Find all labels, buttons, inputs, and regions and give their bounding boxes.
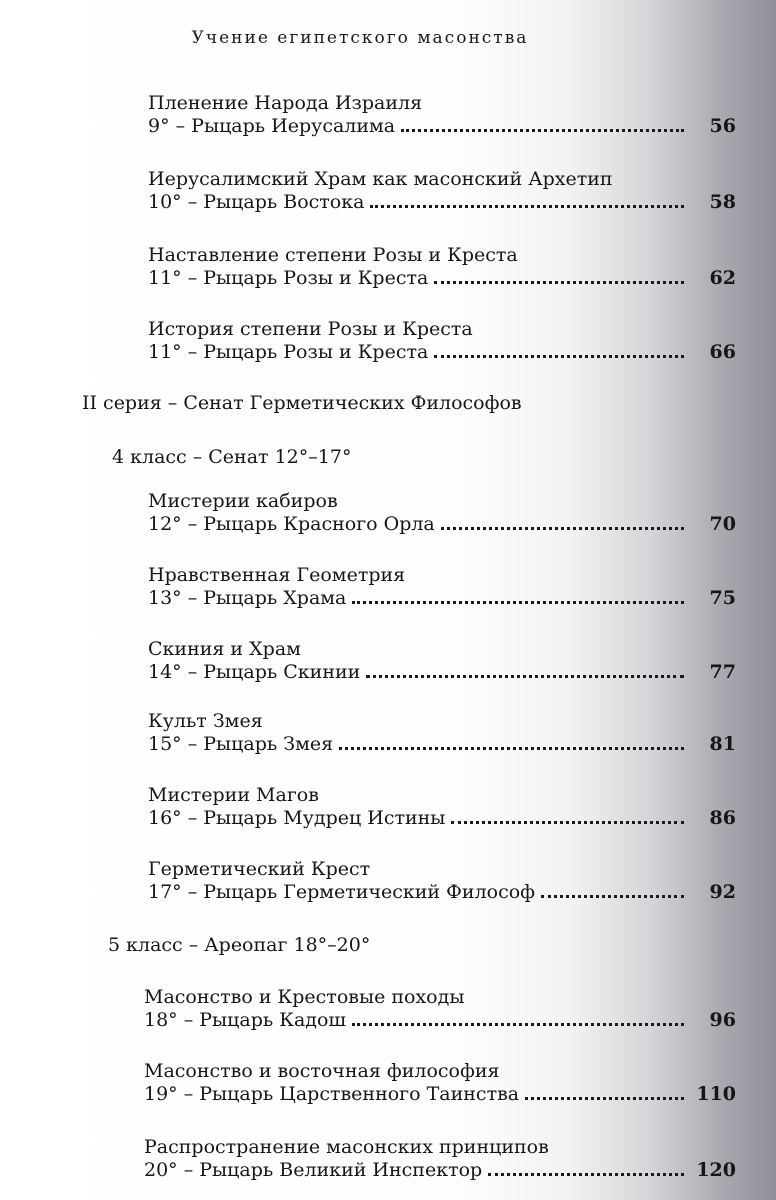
toc-entry	[144, 1060, 736, 1106]
entry-line	[148, 341, 736, 364]
toc-entry	[148, 318, 736, 364]
entry-title: Мистерии Магов	[148, 784, 319, 806]
entry-page-number: 77	[709, 661, 736, 683]
toc-entry	[148, 784, 736, 830]
entry-title: Масонство и Крестовые походы	[144, 986, 465, 1008]
dot-leader	[339, 733, 684, 750]
entry-degree: 17° – Рыцарь Герметический Философ	[148, 881, 536, 903]
entry-title: Нравственная Геометрия	[148, 564, 406, 586]
toc-entry	[148, 490, 736, 536]
entry-title: Распространение масонских принципов	[144, 1136, 549, 1158]
entry-degree: 20° – Рыцарь Великий Инспектор	[144, 1159, 483, 1181]
series-heading: II серия – Сенат Герметических Философов	[82, 392, 522, 414]
entry-page-number: 81	[709, 733, 736, 755]
dot-leader	[541, 881, 684, 898]
entry-line	[148, 661, 736, 684]
toc-entry	[148, 858, 736, 904]
entry-page-number: 92	[709, 881, 736, 903]
dot-leader	[488, 1159, 684, 1176]
class-heading: 5 класс – Ареопаг 18°–20°	[108, 934, 371, 956]
dot-leader	[352, 1009, 684, 1026]
entry-line	[148, 115, 736, 138]
dot-leader	[366, 661, 684, 678]
entry-line	[148, 881, 736, 904]
entry-page-number: 75	[709, 587, 736, 609]
entry-degree: 11° – Рыцарь Розы и Креста	[148, 341, 429, 363]
entry-line	[148, 513, 736, 536]
entry-degree: 13° – Рыцарь Храма	[148, 587, 347, 609]
entry-title: Мистерии кабиров	[148, 490, 338, 512]
entry-line	[148, 733, 736, 756]
dot-leader	[370, 191, 684, 208]
entry-line	[144, 1083, 736, 1106]
entry-degree: 15° – Рыцарь Змея	[148, 733, 334, 755]
entry-degree: 19° – Рыцарь Царственного Таинства	[144, 1083, 520, 1105]
dot-leader	[441, 513, 684, 530]
toc-entry	[148, 92, 736, 138]
entry-line	[148, 267, 736, 290]
dot-leader	[434, 341, 684, 358]
toc-entry	[144, 1136, 736, 1182]
toc-entry	[148, 710, 736, 756]
toc-entry	[148, 244, 736, 290]
toc-entry	[148, 168, 736, 214]
entry-page-number: 110	[696, 1083, 736, 1105]
toc-entry	[148, 638, 736, 684]
entry-degree: 10° – Рыцарь Востока	[148, 191, 365, 213]
entry-page-number: 86	[709, 807, 736, 829]
entry-page-number: 58	[709, 191, 736, 213]
dot-leader	[352, 587, 684, 604]
entry-page-number: 62	[709, 267, 736, 289]
entry-page-number: 120	[696, 1159, 736, 1181]
entry-degree: 9° – Рыцарь Иерусалима	[148, 115, 396, 137]
dot-leader	[434, 267, 684, 284]
entry-degree: 14° – Рыцарь Скинии	[148, 661, 361, 683]
entry-title: Культ Змея	[148, 710, 263, 732]
entry-line	[144, 1009, 736, 1032]
entry-title: Масонство и восточная философия	[144, 1060, 500, 1082]
toc-entry	[144, 986, 736, 1032]
entry-degree: 12° – Рыцарь Красного Орла	[148, 513, 435, 535]
entry-page-number: 70	[709, 513, 736, 535]
entry-line	[144, 1159, 736, 1182]
entry-degree: 16° – Рыцарь Мудрец Истины	[148, 807, 446, 829]
entry-page-number: 56	[709, 115, 736, 137]
entry-title: Наставление степени Розы и Креста	[148, 244, 518, 266]
entry-title: История степени Розы и Креста	[148, 318, 473, 340]
entry-degree: 11° – Рыцарь Розы и Креста	[148, 267, 429, 289]
entry-title: Пленение Народа Израиля	[148, 92, 423, 114]
entry-line	[148, 587, 736, 610]
dot-leader	[401, 115, 684, 132]
entry-title: Иерусалимский Храм как масонский Архетип	[148, 168, 613, 190]
entry-line	[148, 807, 736, 830]
running-head: Учение египетского масонства	[191, 28, 529, 48]
entry-page-number: 66	[709, 341, 736, 363]
entry-line	[148, 191, 736, 214]
dot-leader	[525, 1083, 684, 1100]
entry-page-number: 96	[709, 1009, 736, 1031]
toc-entry	[148, 564, 736, 610]
entry-degree: 18° – Рыцарь Кадош	[144, 1009, 347, 1031]
class-heading: 4 класс – Сенат 12°–17°	[112, 446, 352, 468]
dot-leader	[451, 807, 684, 824]
entry-title: Герметический Крест	[148, 858, 371, 880]
entry-title: Скиния и Храм	[148, 638, 301, 660]
